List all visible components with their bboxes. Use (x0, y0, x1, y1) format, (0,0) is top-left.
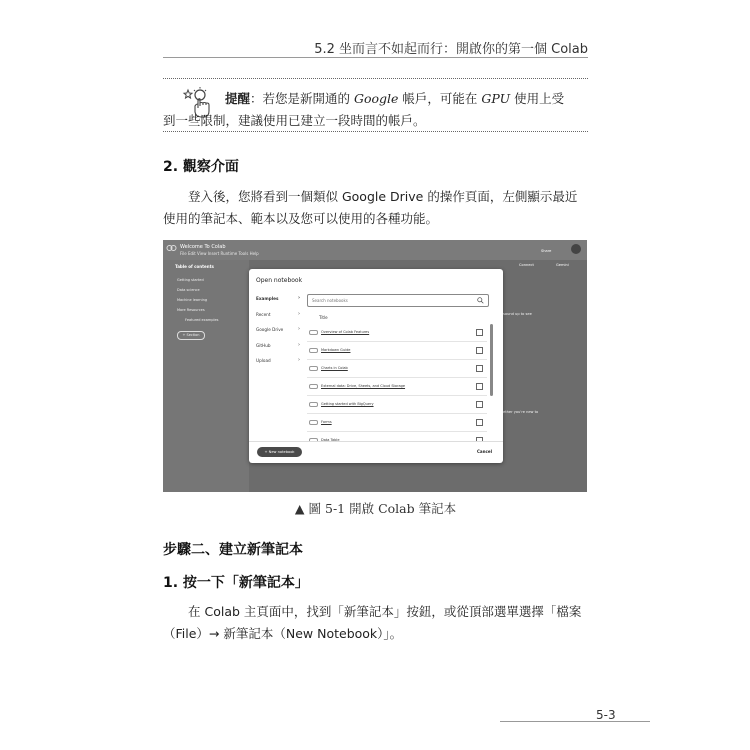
header-rule (163, 57, 588, 58)
tip-google: Google (354, 91, 399, 106)
figure-caption (163, 499, 588, 517)
tip-text-part: ：若您是新開通的 (250, 91, 354, 106)
tab-google-drive[interactable] (256, 326, 300, 332)
colab-logo-icon (166, 244, 177, 252)
chevron-right-icon: › (298, 326, 300, 332)
open-in-new-tab-icon[interactable] (476, 383, 483, 390)
intro-paragraph: 登入後，您將看到一個類似 Google Drive 的操作頁面，左側顯示最近使用的筆記本、範本以及您可以使用的各種功能。 (163, 189, 578, 226)
toc-item[interactable]: Featured examples (185, 318, 219, 322)
toc-item[interactable]: Machine learning (177, 298, 208, 302)
tab-github[interactable] (256, 342, 300, 348)
tab-examples[interactable] (256, 295, 300, 301)
dialog-scrollbar[interactable] (490, 324, 493, 396)
notebook-row[interactable] (307, 415, 487, 432)
notebook-name[interactable]: Markdown Guide (321, 348, 351, 352)
avatar[interactable] (571, 244, 581, 254)
notebook-name[interactable]: Forms (321, 420, 332, 424)
notebook-name[interactable]: Overview of Colab Features (321, 330, 370, 334)
tab-recent[interactable] (256, 311, 300, 317)
background-text: ether you're new to (503, 410, 539, 414)
toc-item[interactable]: Getting started (177, 278, 204, 282)
colab-screenshot-figure (163, 240, 587, 492)
footer-rule (500, 721, 650, 722)
notebook-row[interactable] (307, 433, 487, 441)
tab-label: Recent (256, 312, 271, 317)
open-in-new-tab-icon[interactable] (476, 419, 483, 426)
step-paragraph: 在 Colab 主頁面中，找到「新筆記本」按鈕，或從頂部選單選擇「檔案（File）→ 新筆記本（New Notebook）」。 (163, 604, 582, 641)
title-column-header: Title (319, 315, 328, 320)
step-heading: 步驟二、建立新筆記本 (163, 542, 303, 558)
tip-text-part: 帳戶，可能在 (398, 91, 482, 106)
notebook-icon (309, 348, 318, 353)
colab-gemini-button[interactable]: Gemini (556, 263, 569, 267)
chevron-right-icon: › (298, 357, 300, 363)
open-in-new-tab-icon[interactable] (476, 401, 483, 408)
new-notebook-button[interactable]: + New notebook (257, 447, 302, 457)
tab-upload[interactable] (256, 357, 300, 363)
tip-text-part: 使用上受到一些限制，建議使用已建立一段時間的帳戶。 (163, 91, 565, 128)
notebook-icon (309, 366, 318, 371)
colab-menubar[interactable]: File Edit View Insert Runtime Tools Help (180, 251, 259, 256)
caption-text: 圖 5-1 開啟 Colab 筆記本 (308, 501, 457, 516)
notebook-name[interactable]: Charts in Colab (321, 366, 348, 370)
chevron-right-icon: › (298, 342, 300, 348)
notebook-icon (309, 384, 318, 389)
notebook-row[interactable] (307, 325, 487, 342)
notebook-row[interactable] (307, 397, 487, 414)
sub-heading: 1. 按一下「新筆記本」 (163, 575, 309, 591)
dialog-title: Open notebook (256, 277, 303, 284)
colab-sidebar (163, 260, 249, 492)
background-text: sound up to see (503, 312, 532, 316)
tip-gpu: GPU (481, 91, 511, 106)
notebook-icon (309, 402, 318, 407)
notebook-row[interactable] (307, 343, 487, 360)
notebook-name[interactable]: Data Table (321, 438, 340, 441)
colab-connect-button[interactable]: Connect (519, 263, 534, 267)
notebook-row[interactable] (307, 361, 487, 378)
search-icon[interactable] (477, 297, 484, 304)
section-heading: 2. 觀察介面 (163, 159, 239, 175)
tip-label: 提醒 (225, 91, 251, 106)
colab-topbar (163, 240, 587, 260)
notebook-name[interactable]: Getting started with BigQuery (321, 402, 374, 406)
chevron-right-icon: › (297, 295, 300, 301)
tab-label: GitHub (256, 343, 271, 348)
running-header: 5.2 坐而言不如起而行：開啟你的第一個 Colab (314, 42, 588, 57)
open-in-new-tab-icon[interactable] (476, 365, 483, 372)
colab-share-button[interactable]: Share (541, 249, 552, 253)
tab-label: Google Drive (256, 327, 284, 332)
caption-marker: ▲ (294, 501, 305, 516)
add-section-button[interactable]: + Section (177, 331, 205, 340)
tip-top-rule (163, 78, 588, 79)
open-in-new-tab-icon[interactable] (476, 347, 483, 354)
page-number: 5-3 (596, 708, 616, 722)
search-input[interactable] (312, 297, 472, 303)
toc-title: Table of contents (175, 264, 214, 269)
open-notebook-dialog (249, 269, 503, 463)
dialog-footer-divider (249, 441, 503, 442)
toc-item[interactable]: Data science (177, 288, 200, 292)
notebook-row[interactable] (307, 379, 487, 396)
tip-bottom-rule (163, 131, 588, 132)
tab-label: Examples (256, 296, 279, 301)
notebook-icon (309, 420, 318, 425)
tip-text (163, 88, 573, 132)
search-notebooks-field[interactable] (307, 294, 489, 307)
cancel-button[interactable]: Cancel (477, 449, 492, 454)
toc-item[interactable]: More Resources (177, 308, 205, 312)
tab-label: Upload (256, 358, 271, 363)
colab-doc-title[interactable]: Welcome To Colab (180, 244, 226, 250)
notebook-name[interactable]: External data: Drive, Sheets, and Cloud Storage (321, 384, 406, 388)
chevron-right-icon: › (298, 311, 300, 317)
open-in-new-tab-icon[interactable] (476, 329, 483, 336)
notebook-icon (309, 330, 318, 335)
